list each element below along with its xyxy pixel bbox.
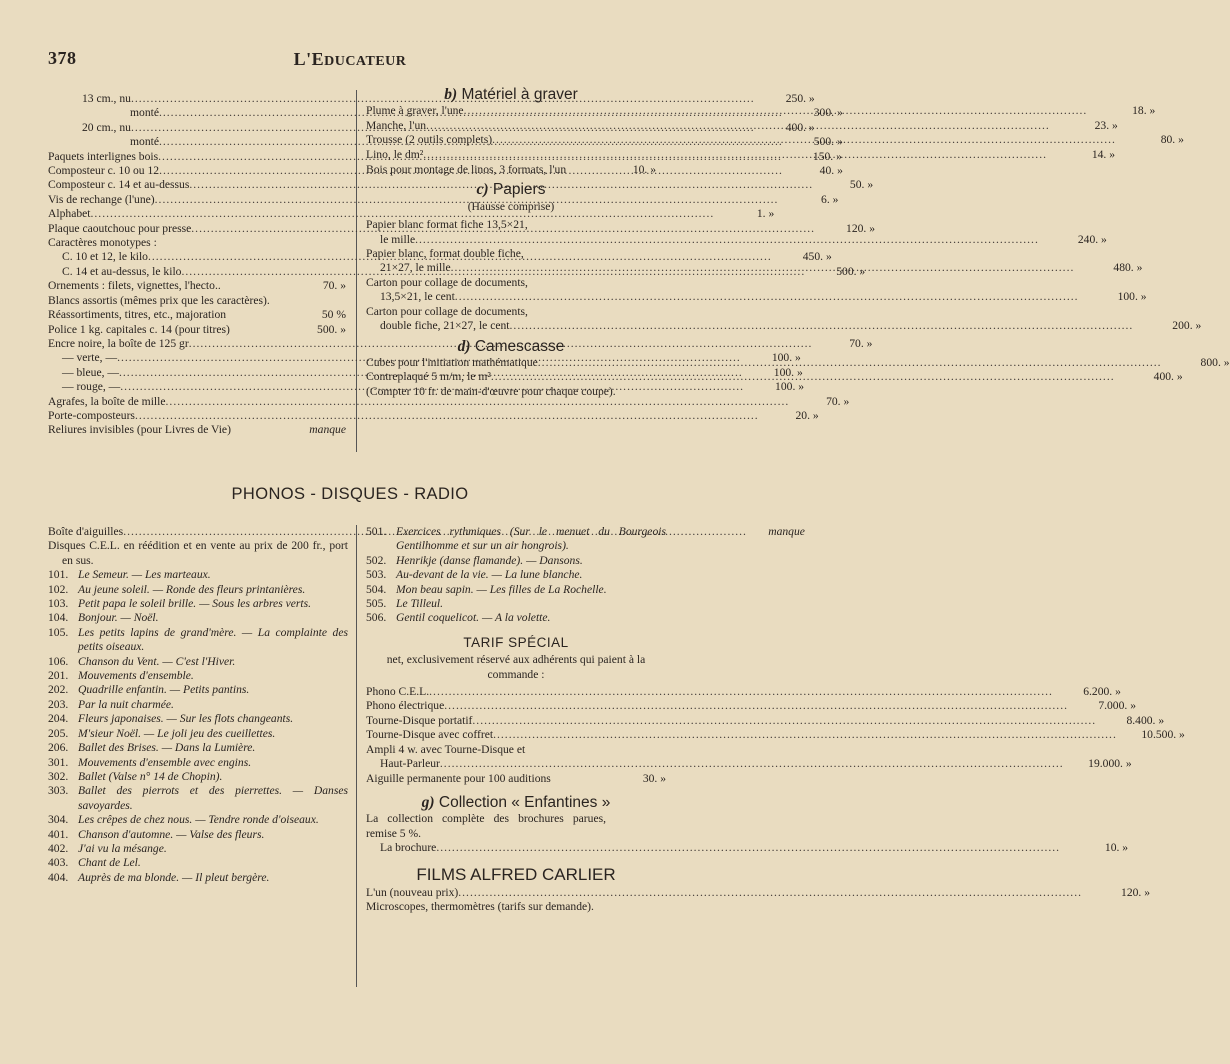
- disc-title: J'ai vu la mésange.: [78, 841, 167, 855]
- disc-number: 402.: [48, 841, 69, 855]
- section-g-note: La collection complète des brochures parues, remise 5 %.: [366, 812, 606, 840]
- price-value: 20. »: [795, 408, 819, 422]
- section-d-heading: d) Camescasse: [457, 337, 565, 355]
- disques-note: Disques C.E.L. en réédition et en vente au prix de 200 fr., port en sus.: [48, 539, 348, 567]
- disc-title: Chanson du Vent. — C'est l'Hiver.: [78, 654, 236, 668]
- price-label: Paquets interlignes bois: [48, 149, 159, 163]
- microscopes-note: Microscopes, thermomètres (tarifs sur demande).: [366, 900, 594, 914]
- paper-line2: le mille: [380, 232, 416, 246]
- price-value: 100. »: [773, 365, 803, 379]
- price-label: Encre noire, la boîte de 125 gr: [48, 336, 189, 350]
- disc-entry: [366, 583, 666, 597]
- paper-value: 100. »: [1117, 290, 1147, 304]
- disc-title: Auprès de ma blonde. — Il pleut bergère.: [78, 870, 270, 884]
- price-row: [48, 308, 346, 322]
- tarif-label: Tourne-Disque portatif: [366, 713, 473, 727]
- films-label: L'un (nouveau prix): [366, 885, 459, 899]
- paper-line2: 21×27, le mille: [380, 261, 451, 275]
- engraving-label: Manche, l'un: [366, 118, 427, 132]
- disc-entry: [48, 856, 348, 870]
- disc-title: Les petits lapins de grand'mère. — La complainte des petits oiseaux.: [78, 625, 348, 654]
- disc-entry: [48, 871, 348, 885]
- disc-number: 504.: [366, 582, 387, 596]
- ampli-value: 19.000. »: [1088, 757, 1132, 771]
- price-value: 50. »: [849, 178, 874, 192]
- camescasse-label: Cubes pour l'initiation mathématique: [366, 355, 538, 369]
- disc-title: Mouvements d'ensemble.: [78, 669, 194, 683]
- disc-items-right: [366, 525, 666, 626]
- disc-entry: [48, 655, 348, 669]
- price-value: 150. »: [812, 149, 842, 163]
- journal-title-rest: DUCATEUR: [324, 54, 407, 69]
- tarif-value: 10.500. »: [1141, 728, 1185, 742]
- disc-items-left: [48, 568, 348, 885]
- price-value: 250. »: [785, 92, 815, 105]
- bois-value: 10. »: [632, 163, 656, 177]
- engraving-label: Lino, le dm²: [366, 147, 424, 161]
- paper-row: [366, 319, 1202, 333]
- price-label: Reliures invisibles (pour Livres de Vie): [48, 423, 231, 437]
- price-label: 13 cm., nu: [82, 92, 131, 105]
- disc-title: Au jeune soleil. — Ronde des fleurs printanières.: [78, 582, 306, 596]
- price-label: Plaque caoutchouc pour presse: [48, 221, 192, 235]
- disc-title: Mon beau sapin. — Les filles de La Rochelle.: [396, 582, 607, 596]
- tarif-row: [366, 728, 1185, 742]
- price-row: [48, 423, 346, 437]
- price-label: Agrafes, la boîte de mille: [48, 394, 166, 408]
- price-label: — rouge, —: [62, 380, 121, 394]
- disc-title: Quadrille enfantin. — Petits pantins.: [78, 683, 250, 697]
- disc-entry: [48, 712, 348, 726]
- price-value: 500. »: [317, 322, 346, 336]
- price-value: manque: [309, 423, 346, 437]
- disc-number: 303.: [48, 784, 69, 798]
- disc-number: 106.: [48, 654, 69, 668]
- disc-title: Ballet des Brises. — Dans la Lumière.: [78, 741, 256, 755]
- brochure-label: La brochure: [380, 841, 437, 855]
- tarif-value: 7.000. »: [1098, 699, 1136, 713]
- engraving-value: 18. »: [1132, 104, 1156, 118]
- paper-value: 200. »: [1172, 319, 1202, 333]
- engraving-value: 80. »: [1160, 133, 1184, 147]
- disc-entry: [48, 597, 348, 611]
- price-label: Réassortiments, titres, etc., majoration: [48, 308, 227, 322]
- tarif-note: net, exclusivement réservé aux adhérents qui paient à la commande :: [386, 653, 646, 681]
- disc-number: 105.: [48, 625, 69, 639]
- disc-title: Petit papa le soleil brille. — Sous les arbres verts.: [78, 597, 312, 611]
- disc-number: 501.: [366, 525, 387, 538]
- ampli-line1: Ampli 4 w. avec Tourne-Disque et: [366, 742, 526, 756]
- price-row: [48, 207, 775, 221]
- price-value: 500. »: [813, 135, 843, 149]
- disc-entry: [48, 770, 348, 784]
- disc-entry: [366, 554, 666, 568]
- disc-entry: [366, 597, 666, 611]
- price-label: Composteur c. 14 et au-dessus: [48, 178, 190, 192]
- price-value: 300. »: [813, 106, 843, 120]
- price-label: monté: [130, 106, 159, 120]
- price-value: 50 %: [321, 308, 346, 322]
- brochure-value: 10. »: [1104, 841, 1129, 855]
- disc-number: 302.: [48, 769, 69, 783]
- engraving-label: Trousse (2 outils complets): [366, 133, 493, 147]
- bois-label: Bois pour montage de linos, 3 formats, l'un: [366, 163, 567, 177]
- price-label: monté: [130, 135, 159, 149]
- price-label: C. 10 et 12, le kilo: [62, 250, 148, 264]
- disc-title: Mouvements d'ensemble avec engins.: [78, 755, 252, 769]
- paper-row: [366, 232, 1107, 247]
- price-text: Caractères monotypes :: [48, 236, 157, 250]
- price-label: C. 14 et au-dessus, le kilo: [62, 264, 182, 278]
- price-label: Alphabet: [48, 207, 91, 221]
- disc-number: 203.: [48, 697, 69, 711]
- price-value: 400. »: [785, 120, 815, 134]
- price-value: 70. »: [826, 394, 850, 408]
- disc-entry: [48, 583, 348, 597]
- price-value: 70. »: [322, 279, 346, 293]
- ampli-entry: [366, 742, 1132, 772]
- tarif-items: [366, 685, 1185, 743]
- brochure-row: [366, 841, 1129, 855]
- paper-line2: 13,5×21, le cent: [380, 290, 455, 304]
- disc-number: 304.: [48, 813, 69, 827]
- paper-value: 480. »: [1113, 261, 1143, 275]
- price-label: — bleue, —: [62, 365, 119, 379]
- disc-number: 201.: [48, 669, 69, 683]
- paper-line1: Carton pour collage de documents,: [366, 275, 528, 289]
- price-label: Porte-composteurs: [48, 408, 135, 422]
- disc-title: Chant de Lel.: [78, 856, 141, 870]
- price-text: Blancs assortis (mêmes prix que les caractères).: [48, 293, 270, 307]
- section-b-heading: b) Matériel à graver: [444, 86, 578, 103]
- paper-line1: Papier blanc format fiche 13,5×21,: [366, 218, 528, 232]
- disc-entry: [48, 784, 348, 813]
- disc-number: 103.: [48, 597, 69, 611]
- disc-entry: [48, 813, 348, 827]
- ampli-label: Haut-Parleur: [380, 757, 440, 771]
- price-label: — verte, —: [62, 351, 118, 365]
- price-value: 450. »: [802, 250, 832, 264]
- price-row: [48, 323, 346, 337]
- tarif-heading: TARIF SPÉCIAL: [463, 634, 569, 650]
- disc-number: 101.: [48, 568, 69, 582]
- disc-title: Les crêpes de chez nous. — Tendre ronde d'oiseaux.: [78, 813, 319, 827]
- aiguilles-label: Boîte d'aiguilles: [48, 525, 124, 538]
- disc-title: Le Semeur. — Les marteaux.: [78, 568, 211, 582]
- price-label: Ornements : filets, vignettes, l'hecto..: [48, 279, 221, 293]
- engraving-value: 23. »: [1094, 118, 1118, 132]
- tarif-row: [366, 685, 1121, 699]
- paper-value: 240. »: [1077, 232, 1107, 246]
- paper-line1: Papier blanc, format double fiche,: [366, 247, 524, 261]
- disc-number: 506.: [366, 611, 387, 625]
- disc-number: 205.: [48, 726, 69, 740]
- disc-entry: [48, 611, 348, 625]
- tarif-row: [366, 699, 1136, 713]
- films-value: 120. »: [1121, 885, 1150, 899]
- disc-title: Au-devant de la vie. — La lune blanche.: [396, 568, 583, 582]
- tarif-value: 8.400. »: [1126, 713, 1165, 727]
- disc-entry: [48, 669, 348, 683]
- section-c-subtitle: (Hausse comprise): [467, 199, 555, 213]
- disc-number: 204.: [48, 712, 69, 726]
- ampli-row: [366, 757, 1132, 771]
- films-heading: FILMS ALFRED CARLIER: [416, 864, 616, 884]
- section-g-heading: g) Collection « Enfantines »: [421, 793, 611, 811]
- disc-number: 301.: [48, 755, 69, 769]
- disc-entry: [48, 842, 348, 856]
- paper-entry: [366, 304, 1202, 334]
- price-value: 100. »: [775, 380, 805, 394]
- paper-row: [366, 290, 1147, 304]
- disc-number: 503.: [366, 568, 387, 582]
- disc-title: M'sieur Noël. — Le joli jeu des cueillettes.: [78, 726, 276, 740]
- price-value: 40. »: [819, 164, 843, 178]
- paper-entry: [366, 275, 1147, 305]
- disc-entry: [48, 727, 348, 741]
- engraving-label: Plume à graver, l'une: [366, 104, 464, 118]
- disc-entry: [48, 626, 348, 655]
- journal-title: [0, 49, 700, 70]
- disc-number: 102.: [48, 582, 69, 596]
- disc-title: Gentil coquelicot. — A la volette.: [396, 611, 551, 625]
- disc-title: Bonjour. — Noël.: [78, 611, 159, 625]
- camescasse-value: 400. »: [1153, 370, 1183, 384]
- disc-entry: [48, 698, 348, 712]
- price-row: [48, 408, 819, 423]
- disc-title: Henrikje (danse flamande). — Dansons.: [396, 553, 583, 567]
- tarif-label: Phono électrique: [366, 699, 445, 713]
- price-row: [48, 394, 850, 409]
- disc-entry: [48, 568, 348, 582]
- aiguille-permanente-row: [366, 772, 666, 786]
- disc-title: Ballet des pierrots et des pierrettes. — Danses savoyardes.: [78, 784, 348, 812]
- section-c-heading: c) Papiers: [476, 181, 546, 199]
- camescasse-value: 800. »: [1200, 355, 1230, 369]
- disc-title: Le Tilleul.: [396, 597, 444, 611]
- disc-number: 202.: [48, 683, 69, 697]
- paper-line1: Carton pour collage de documents,: [366, 304, 528, 318]
- tarif-label: Tourne-Disque avec coffret: [366, 728, 494, 742]
- disc-entry: [48, 756, 348, 770]
- disc-title: Ballet (Valse n° 14 de Chopin).: [78, 769, 223, 783]
- page-number: 378: [48, 48, 77, 68]
- aiguille-permanente-label: Aiguille permanente pour 100 auditions: [366, 771, 551, 785]
- disc-number: 505.: [366, 597, 387, 611]
- tarif-value: 6.200. »: [1083, 685, 1121, 699]
- disc-number: 404.: [48, 870, 69, 884]
- camescasse-note: (Compter 10 fr. de main-d'œuvre pour chaque coupe).: [366, 384, 616, 398]
- disc-number: 502.: [366, 553, 387, 567]
- disc-title: Chanson d'automne. — Valse des fleurs.: [78, 827, 265, 841]
- disc-number: 104.: [48, 611, 69, 625]
- phonos-heading: PHONOS - DISQUES - RADIO: [231, 485, 469, 503]
- disc-title: Fleurs japonaises. — Sur les flots changeants.: [78, 712, 294, 726]
- disc-entry: [48, 828, 348, 842]
- price-label: Composteur c. 10 ou 12: [48, 164, 160, 178]
- disc-number: 206.: [48, 741, 69, 755]
- price-value: 70. »: [849, 336, 873, 350]
- tarif-row: [366, 713, 1165, 728]
- bois-entry: [366, 163, 656, 177]
- column-divider-bottom: [356, 525, 357, 987]
- price-row: [48, 279, 346, 293]
- engraving-value: 14. »: [1091, 147, 1115, 161]
- paper-line2: double fiche, 21×27, le cent: [380, 319, 510, 333]
- price-value: 500. »: [836, 264, 866, 278]
- disc-title: Exercices rythmiques (Sur le menuet du Bourgeois Gentilhomme et sur un air hongrois).: [396, 525, 666, 553]
- tarif-label: Phono C.E.L.: [366, 685, 430, 699]
- price-value: 6. »: [821, 192, 839, 206]
- journal-title-initial: L'E: [293, 49, 325, 69]
- aiguille-permanente-value: 30. »: [642, 771, 666, 785]
- camescasse-label: Contreplaqué 5 m/m, le m²: [366, 370, 491, 384]
- price-value: 1. »: [756, 207, 775, 221]
- disc-entry: [48, 683, 348, 697]
- price-label: 20 cm., nu: [82, 120, 131, 134]
- aiguilles-value: manque: [768, 525, 805, 538]
- disc-entry: [366, 525, 666, 554]
- disc-title: Par la nuit charmée.: [78, 697, 174, 711]
- price-value: 120. »: [846, 221, 876, 235]
- disc-number: 401.: [48, 827, 69, 841]
- disc-entry: [366, 568, 666, 582]
- price-label: Vis de rechange (l'une): [48, 192, 155, 206]
- films-row: [366, 885, 1150, 900]
- disc-number: 403.: [48, 856, 69, 870]
- price-value: 100. »: [771, 351, 801, 365]
- disc-entry: [48, 741, 348, 755]
- disc-entry: [366, 611, 666, 625]
- price-label: Police 1 kg. capitales c. 14 (pour titres): [48, 322, 230, 336]
